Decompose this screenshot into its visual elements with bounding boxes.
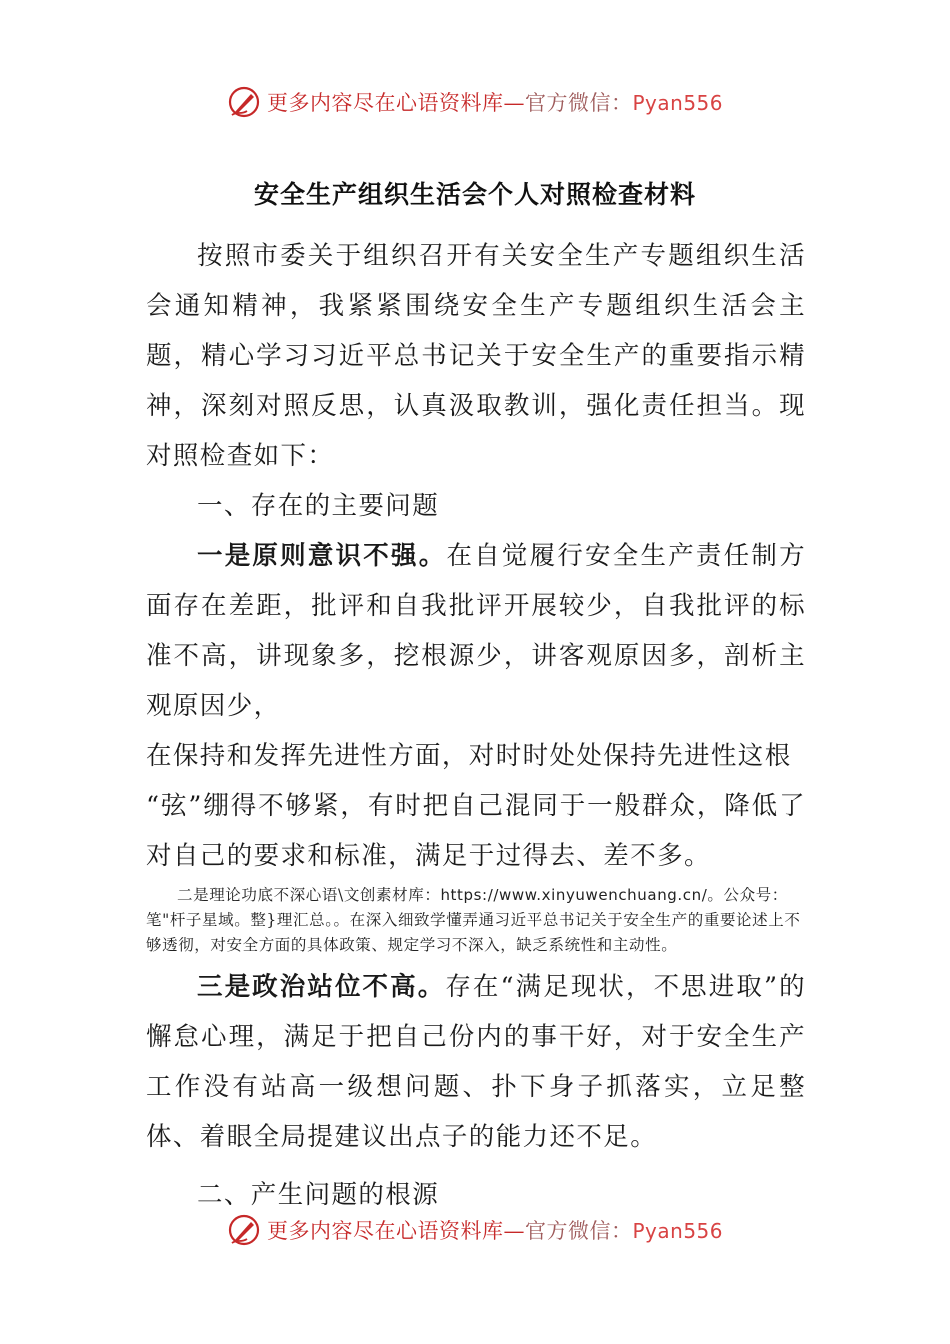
pen-circle-icon bbox=[227, 85, 261, 119]
point-3-paragraph bbox=[146, 962, 806, 1162]
point-2-paragraph bbox=[146, 883, 806, 958]
banner-text bbox=[267, 1215, 723, 1245]
banner-dash: — bbox=[503, 1219, 525, 1243]
pen-circle-icon bbox=[227, 1213, 261, 1247]
point-3-body: 存在“满足现状，不思进取”的懈怠心理，满足于把自己份内的事干好，对于安全生产工作没有站高一级想问题、扑下身子抓落实，立足整体、着眼全局提建议出点子的能力还不足。 bbox=[146, 972, 806, 1152]
footer-banner bbox=[0, 1210, 950, 1250]
document-title: 安全生产组织生活会个人对照检查材料 bbox=[253, 180, 696, 209]
banner-dash: — bbox=[503, 91, 525, 115]
point-1-paragraph bbox=[146, 531, 806, 731]
point-1-body: 在自觉履行安全生产责任制方面存在差距，批评和自我批评开展较少，自我批评的标准不高，讲现象多，挖根源少，讲客观原因多，剖析主观原因少， bbox=[146, 541, 806, 721]
banner-wx-label: 官方微信： bbox=[524, 1219, 633, 1243]
banner-wx-label: 官方微信： bbox=[524, 91, 633, 115]
point-1-lead: 一是原则意识不强。 bbox=[197, 541, 447, 571]
banner-account: Pyan556 bbox=[632, 91, 723, 115]
intro-paragraph: 按照市委关于组织召开有关安全生产专题组织生活会通知精神，我紧紧围绕安全生产专题组织生活会主题，精心学习习近平总书记关于安全生产的重要指示精神，深刻对照反思，认真汲取教训，强化责任担当。现对照检查如下： bbox=[146, 241, 806, 471]
document-body bbox=[146, 231, 806, 1220]
section-heading-1: 一、存在的主要问题 bbox=[197, 491, 440, 521]
point-2-url[interactable]: https://www.xinyuwenchuang.cn/ bbox=[440, 886, 708, 904]
banner-text bbox=[267, 87, 723, 117]
section-heading-2: 二、产生问题的根源 bbox=[197, 1180, 440, 1210]
banner-account: Pyan556 bbox=[632, 1219, 723, 1243]
point-1-paragraph-cont: 在保持和发挥先进性方面，对时时处处保持先进性这根 bbox=[146, 741, 792, 771]
point-3-lead: 三是政治站位不高。 bbox=[197, 972, 446, 1002]
point-1-paragraph-cont2: “弦”绷得不够紧，有时把自己混同于一般群众，降低了对自己的要求和标准，满足于过得去、差不多。 bbox=[146, 791, 806, 871]
point-2-prefix: 二是理论功底不深心语\文创素材库： bbox=[177, 886, 441, 904]
banner-main-text: 更多内容尽在心语资料库 bbox=[266, 91, 504, 115]
header-banner bbox=[0, 82, 950, 122]
point-2-rest: 。公众号：笔"杆子星域。整}理汇总。。在深入细致学懂弄通习近平总书记关于安全生产的重要论述上不够透彻，对安全方面的具体政策、规定学习不深入，缺乏系统性和主动性。 bbox=[146, 886, 801, 954]
banner-main-text: 更多内容尽在心语资料库 bbox=[266, 1219, 504, 1243]
